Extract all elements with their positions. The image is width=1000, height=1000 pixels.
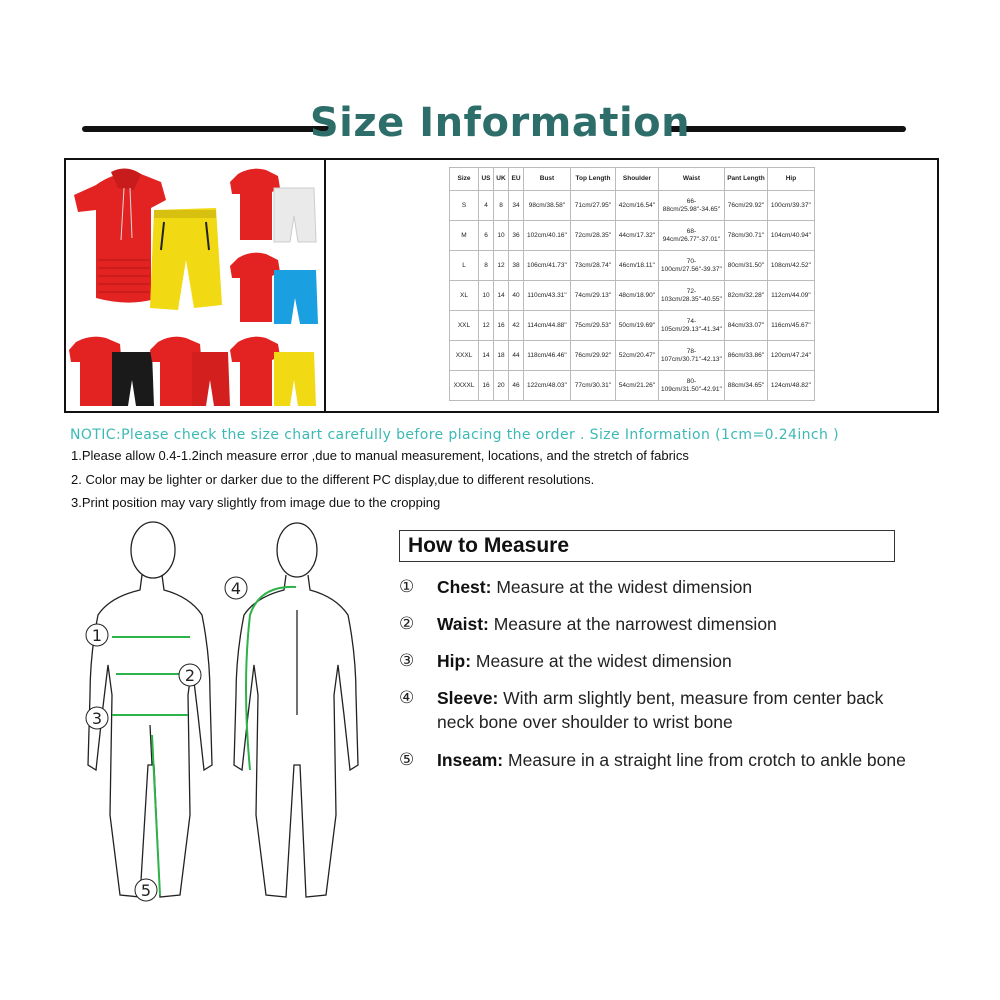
marker-2: 2 xyxy=(184,666,196,685)
size-table xyxy=(449,167,815,401)
table-cell: 44 xyxy=(509,341,524,371)
table-cell: 16 xyxy=(479,371,494,401)
table-cell: 118cm/46.46'' xyxy=(524,341,571,371)
table-cell: 34 xyxy=(509,191,524,221)
marker-5: 5 xyxy=(140,881,152,900)
table-cell: 12 xyxy=(479,311,494,341)
table-cell: 102cm/40.16'' xyxy=(524,221,571,251)
marker-1: 1 xyxy=(91,626,103,645)
marker-4: 4 xyxy=(230,579,242,598)
table-cell: 74-105cm/29.13''-41.34'' xyxy=(659,311,725,341)
inseam-line xyxy=(152,735,160,895)
measure-text xyxy=(437,649,917,673)
table-cell: 120cm/47.24'' xyxy=(767,341,814,371)
table-cell: 36 xyxy=(509,221,524,251)
measurement-diagram xyxy=(60,515,390,915)
measure-label: Sleeve: xyxy=(437,688,499,708)
diagram-markers xyxy=(86,577,247,901)
product-red-red xyxy=(150,337,230,406)
table-cell: 10 xyxy=(479,281,494,311)
product-photos xyxy=(66,160,324,411)
table-cell: 38 xyxy=(509,251,524,281)
measure-lines xyxy=(112,587,296,895)
table-cell: 52cm/20.47'' xyxy=(616,341,659,371)
table-cell: 6 xyxy=(479,221,494,251)
measure-num: ③ xyxy=(399,651,415,670)
table-cell: 104cm/40.94'' xyxy=(767,221,814,251)
table-cell: 112cm/44.09'' xyxy=(767,281,814,311)
table-cell: XXL xyxy=(450,311,479,341)
marker-3: 3 xyxy=(91,709,103,728)
product-red-yellow-small xyxy=(230,337,316,406)
measure-text xyxy=(437,686,917,734)
table-cell: 77cm/30.31'' xyxy=(571,371,616,401)
measure-label: Inseam: xyxy=(437,750,504,770)
measure-num: ⑤ xyxy=(399,750,415,769)
table-cell: 68-94cm/26.77''-37.01'' xyxy=(659,221,725,251)
table-row xyxy=(450,281,815,311)
table-cell: 40 xyxy=(509,281,524,311)
table-cell: 14 xyxy=(479,341,494,371)
table-cell: 10 xyxy=(494,221,509,251)
measure-desc: With arm slightly bent, measure from center back neck bone over shoulder to wrist bone xyxy=(437,688,884,732)
table-cell: 116cm/45.67'' xyxy=(767,311,814,341)
table-row xyxy=(450,191,815,221)
measure-desc: Measure in a straight line from crotch to ankle bone xyxy=(503,750,906,770)
measure-label: Waist: xyxy=(437,614,489,634)
notice-text: NOTIC:Please check the size chart carefully before placing the order . Size Information (1cm=0.24inch ) xyxy=(70,427,840,443)
table-cell: 8 xyxy=(494,191,509,221)
table-cell: 20 xyxy=(494,371,509,401)
table-cell: 80cm/31.50'' xyxy=(724,251,767,281)
table-cell: 124cm/48.82'' xyxy=(767,371,814,401)
table-cell: 78cm/30.71'' xyxy=(724,221,767,251)
table-row xyxy=(450,341,815,371)
table-cell: 46 xyxy=(509,371,524,401)
measure-text xyxy=(437,612,917,636)
table-cell: 8 xyxy=(479,251,494,281)
measure-desc: Measure at the narrowest dimension xyxy=(488,614,777,634)
col-us: US xyxy=(479,168,494,191)
sleeve-line xyxy=(246,587,296,770)
table-cell: 42 xyxy=(509,311,524,341)
measure-text xyxy=(437,575,917,599)
table-cell: 82cm/32.28'' xyxy=(724,281,767,311)
table-cell: 78-107cm/30.71''-42.13'' xyxy=(659,341,725,371)
product-main-red-yellow xyxy=(74,168,222,310)
table-cell: 54cm/21.26'' xyxy=(616,371,659,401)
col-pant-length: Pant Length xyxy=(724,168,767,191)
table-cell: 88cm/34.65'' xyxy=(724,371,767,401)
col-uk: UK xyxy=(494,168,509,191)
col-size: Size xyxy=(450,168,479,191)
table-cell: 98cm/38.58'' xyxy=(524,191,571,221)
measure-num: ② xyxy=(399,614,415,633)
measure-num: ④ xyxy=(399,688,415,707)
how-to-measure-title: How to Measure xyxy=(408,534,570,557)
measure-label: Hip: xyxy=(437,651,472,671)
col-top-length: Top Length xyxy=(571,168,616,191)
table-cell: 80-109cm/31.50''-42.91'' xyxy=(659,371,725,401)
product-red-white xyxy=(230,169,316,242)
table-cell: 72-103cm/28.35''-40.55'' xyxy=(659,281,725,311)
product-red-blue xyxy=(230,253,318,324)
table-cell: XXXL xyxy=(450,341,479,371)
table-cell: 110cm/43.31'' xyxy=(524,281,571,311)
note-1: 1.Please allow 0.4-1.2inch measure error ,due to manual measurement, locations, and the stretch of fabrics xyxy=(71,448,689,463)
col-hip: Hip xyxy=(767,168,814,191)
measure-text xyxy=(437,748,917,772)
col-shoulder: Shoulder xyxy=(616,168,659,191)
table-cell: 14 xyxy=(494,281,509,311)
table-cell: 75cm/29.53'' xyxy=(571,311,616,341)
how-to-measure-header xyxy=(399,530,895,562)
product-red-black xyxy=(69,337,154,406)
table-cell: 18 xyxy=(494,341,509,371)
table-cell: 73cm/28.74'' xyxy=(571,251,616,281)
table-cell: 76cm/29.92'' xyxy=(724,191,767,221)
table-cell: 122cm/48.03'' xyxy=(524,371,571,401)
table-cell: 12 xyxy=(494,251,509,281)
table-cell: 108cm/42.52'' xyxy=(767,251,814,281)
page-title: Size Information xyxy=(309,100,691,146)
table-cell: 76cm/29.92'' xyxy=(571,341,616,371)
table-cell: L xyxy=(450,251,479,281)
table-cell: XL xyxy=(450,281,479,311)
table-header-row xyxy=(450,168,815,191)
measure-label: Chest: xyxy=(437,577,492,597)
table-row xyxy=(450,311,815,341)
table-cell: 86cm/33.86'' xyxy=(724,341,767,371)
col-eu: EU xyxy=(509,168,524,191)
table-cell: 44cm/17.32'' xyxy=(616,221,659,251)
table-cell: 106cm/41.73'' xyxy=(524,251,571,281)
table-row xyxy=(450,221,815,251)
table-cell: 66-88cm/25.98''-34.65'' xyxy=(659,191,725,221)
table-cell: 74cm/29.13'' xyxy=(571,281,616,311)
table-row xyxy=(450,251,815,281)
table-cell: S xyxy=(450,191,479,221)
col-bust: Bust xyxy=(524,168,571,191)
measure-num: ① xyxy=(399,577,415,596)
table-cell: M xyxy=(450,221,479,251)
note-3: 3.Print position may vary slightly from image due to the cropping xyxy=(71,495,441,510)
measure-desc: Measure at the widest dimension xyxy=(471,651,732,671)
table-cell: 72cm/28.35'' xyxy=(571,221,616,251)
table-cell: 100cm/39.37'' xyxy=(767,191,814,221)
table-cell: 71cm/27.95'' xyxy=(571,191,616,221)
table-cell: 50cm/19.69'' xyxy=(616,311,659,341)
table-cell: 48cm/18.90'' xyxy=(616,281,659,311)
table-cell: 114cm/44.88'' xyxy=(524,311,571,341)
table-cell: 42cm/16.54'' xyxy=(616,191,659,221)
table-cell: XXXXL xyxy=(450,371,479,401)
front-figure xyxy=(88,522,212,897)
measure-desc: Measure at the widest dimension xyxy=(491,577,753,597)
table-row xyxy=(450,371,815,401)
table-cell: 4 xyxy=(479,191,494,221)
table-cell: 46cm/18.11'' xyxy=(616,251,659,281)
table-cell: 16 xyxy=(494,311,509,341)
note-2: 2. Color may be lighter or darker due to the different PC display,due to different resolutions. xyxy=(71,472,595,487)
back-figure xyxy=(234,523,358,897)
frame-divider xyxy=(324,158,326,413)
col-waist: Waist xyxy=(659,168,725,191)
table-cell: 84cm/33.07'' xyxy=(724,311,767,341)
table-cell: 70-100cm/27.56''-39.37'' xyxy=(659,251,725,281)
